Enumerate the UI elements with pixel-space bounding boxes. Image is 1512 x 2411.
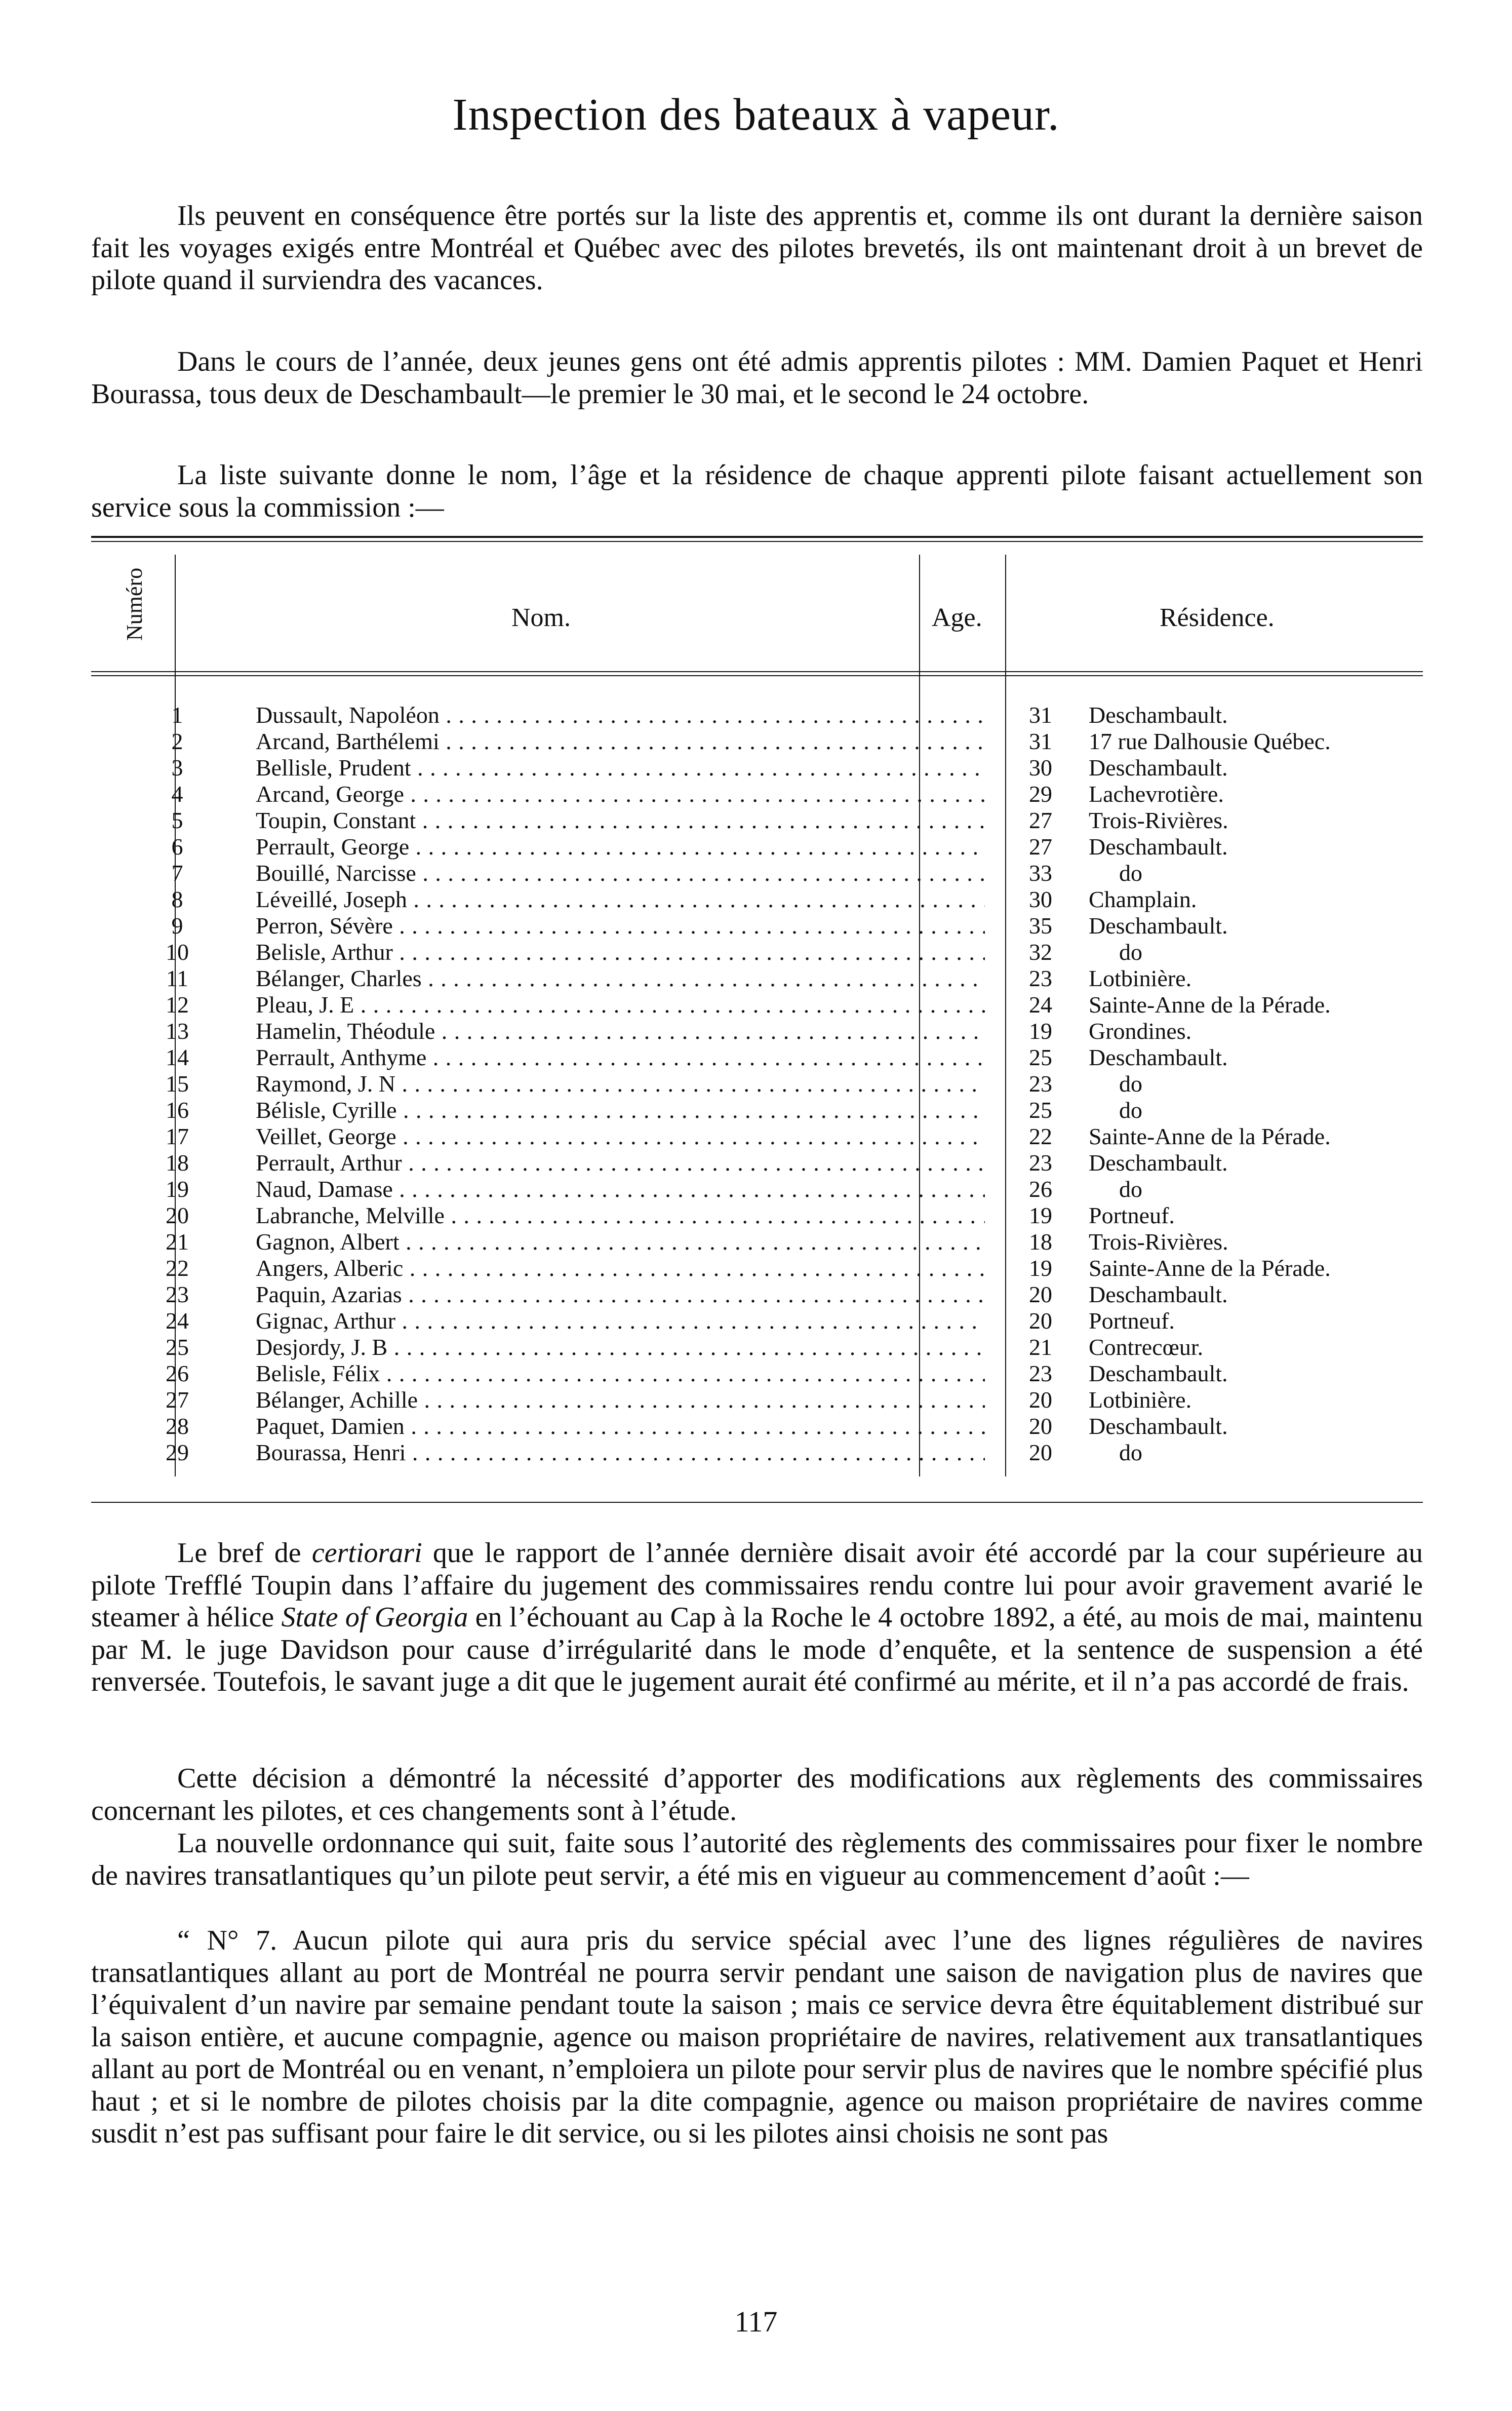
table-row: 29 Bourassa, Henri . . . 20 do: [76, 1439, 1433, 1465]
body-paragraph-no7: “ N° 7. Aucun pilote qui aura pris du service spécial avec l’une des lignes régulières de navires transatlantiques allant au port de Montréal ne pourra servir pendant une saison de navigation plus de navires que l’équivalent d’un navire par semaine pendant toute la saison ; mais ce service devra être équitablement distribué sur la saison entière, et aucune compagnie, agence ou maison propriétaire de navires, relativement aux transatlantiques allant au port de Montréal ou en venant, n’emploiera un pilote pour servir plus de navires que le nombre spécifié plus haut ; et si le nombre de pilotes choisis par la dite compagnie, agence ou maison propriétaire de navires comme susdit n’est pas suffisant pour faire le dit service, ou si les pilotes ainsi choisis ne sont pas: [91, 1925, 1423, 2149]
table-row: 14 Perrault, Anthyme . . . 25 Deschambault.: [76, 1044, 1433, 1070]
table-header-rule: [91, 671, 1423, 672]
table-row: 25 Desjordy, J. B . . . 21 Contrecœur.: [76, 1334, 1433, 1360]
body-paragraph-certiorari: Le bref de certiorari que le rapport de l’année dernière disait avoir été accordé par la cour supérieure au pilote Trefflé Toupin dans l’affaire du jugement des commissaires rendu contre lui pour avoir gravement avarié le steamer à hélice State of Georgia en l’échouant au Cap à la Roche le 4 octobre 1892, a été, au mois de mai, maintenu par M. le juge Davidson pour cause d’irrégularité dans le mode d’enquête, et la sentence de suspension a été renversée. Toutefois, le savant juge a dit que le jugement aurait été confirmé au mérite, et il n’a pas accordé de frais.: [91, 1537, 1423, 1697]
table-row: 16 Bélisle, Cyrille . . . 25 do: [76, 1097, 1433, 1123]
table-row: 15 Raymond, J. N . . . 23 do: [76, 1070, 1433, 1097]
header-age: Age.: [932, 603, 982, 632]
body-paragraph-ordonnance: La nouvelle ordonnance qui suit, faite sous l’autorité des règlements des commissaires pour fixer le nombre de navires transatlantiques qu’un pilote peut servir, a été mis en vigueur au commencement d’août :—: [91, 1827, 1423, 1891]
header-numero: Numéro: [122, 567, 147, 641]
table-row: 2 Arcand, Barthélemi . . . 31 17 rue Dalhousie Québec.: [76, 728, 1433, 754]
table-row: 17 Veillet, George . . . 22 Sainte-Anne de la Pérade.: [76, 1123, 1433, 1149]
table-row: 4 Arcand, George . . . 29 Lachevrotière.: [76, 781, 1433, 807]
intro-paragraph-2: Dans le cours de l’année, deux jeunes gens ont été admis apprentis pilotes : MM. Damien Paquet et Henri Bourassa, tous deux de Deschambault—le premier le 30 mai, et le second le 24 octobre.: [91, 346, 1423, 410]
body-paragraph-decision: Cette décision a démontré la nécessité d’apporter des modifications aux règlements des commissaires concernant les pilotes, et ces changements sont à l’étude.: [91, 1763, 1423, 1826]
intro-paragraph-1: Ils peuvent en conséquence être portés sur la liste des apprentis et, comme ils ont durant la dernière saison fait les voyages exigés entre Montréal et Québec avec des pilotes brevetés, ils ont maintenant droit à un brevet de pilote quand il surviendra des vacances.: [91, 200, 1423, 296]
table-row: 7 Bouillé, Narcisse . . . 33 do: [76, 860, 1433, 886]
table-row: 21 Gagnon, Albert . . . 18 Trois-Rivières.: [76, 1228, 1433, 1255]
table-row: 23 Paquin, Azarias . . . 20 Deschambault.: [76, 1281, 1433, 1307]
table-row: 5 Toupin, Constant . . . 27 Trois-Rivières.: [76, 807, 1433, 833]
header-nom: Nom.: [511, 603, 571, 632]
table-row: 28 Paquet, Damien . . . 20 Deschambault.: [76, 1413, 1433, 1439]
intro-paragraph-3: La liste suivante donne le nom, l’âge et la résidence de chaque apprenti pilote faisant actuellement son service sous la commission :—: [91, 459, 1423, 523]
table-top-rule-thin: [91, 541, 1423, 542]
table-top-rule: [91, 536, 1423, 538]
table-row: 13 Hamelin, Théodule . . . 19 Grondines.: [76, 1018, 1433, 1044]
table-row: 20 Labranche, Melville . . . 19 Portneuf.: [76, 1202, 1433, 1228]
table-row: 22 Angers, Alberic . . . 19 Sainte-Anne de la Pérade.: [76, 1255, 1433, 1281]
table-header-rule-2: [91, 675, 1423, 676]
table-row: 11 Bélanger, Charles . . . 23 Lotbinière.: [76, 965, 1433, 991]
table-row: 6 Perrault, George . . . 27 Deschambault.: [76, 833, 1433, 860]
running-head-title: Inspection des bateaux à vapeur.: [452, 90, 1060, 140]
table-row: 8 Léveillé, Joseph . . . 30 Champlain.: [76, 886, 1433, 912]
table-row: 26 Belisle, Félix . . . 23 Deschambault.: [76, 1360, 1433, 1386]
table-row: 12 Pleau, J. E . . . 24 Sainte-Anne de la Pérade.: [76, 991, 1433, 1018]
table-row: 3 Bellisle, Prudent . . . 30 Deschambault.: [76, 754, 1433, 781]
table-row: 19 Naud, Damase . . . 26 do: [76, 1176, 1433, 1202]
table-row: 9 Perron, Sévère . . . 35 Deschambault.: [76, 912, 1433, 939]
header-residence: Résidence.: [1160, 603, 1275, 632]
table-row: 1 Dussault, Napoléon . . . 31 Deschambault.: [76, 702, 1433, 728]
table-row: 18 Perrault, Arthur . . . 23 Deschambault.: [76, 1149, 1433, 1176]
table-bottom-rule: [91, 1502, 1423, 1503]
page-number: 117: [734, 2305, 778, 2338]
table-row: 27 Bélanger, Achille . . . 20 Lotbinière.: [76, 1386, 1433, 1413]
table-row: 24 Gignac, Arthur . . . 20 Portneuf.: [76, 1307, 1433, 1334]
table-row: 10 Belisle, Arthur . . . 32 do: [76, 939, 1433, 965]
